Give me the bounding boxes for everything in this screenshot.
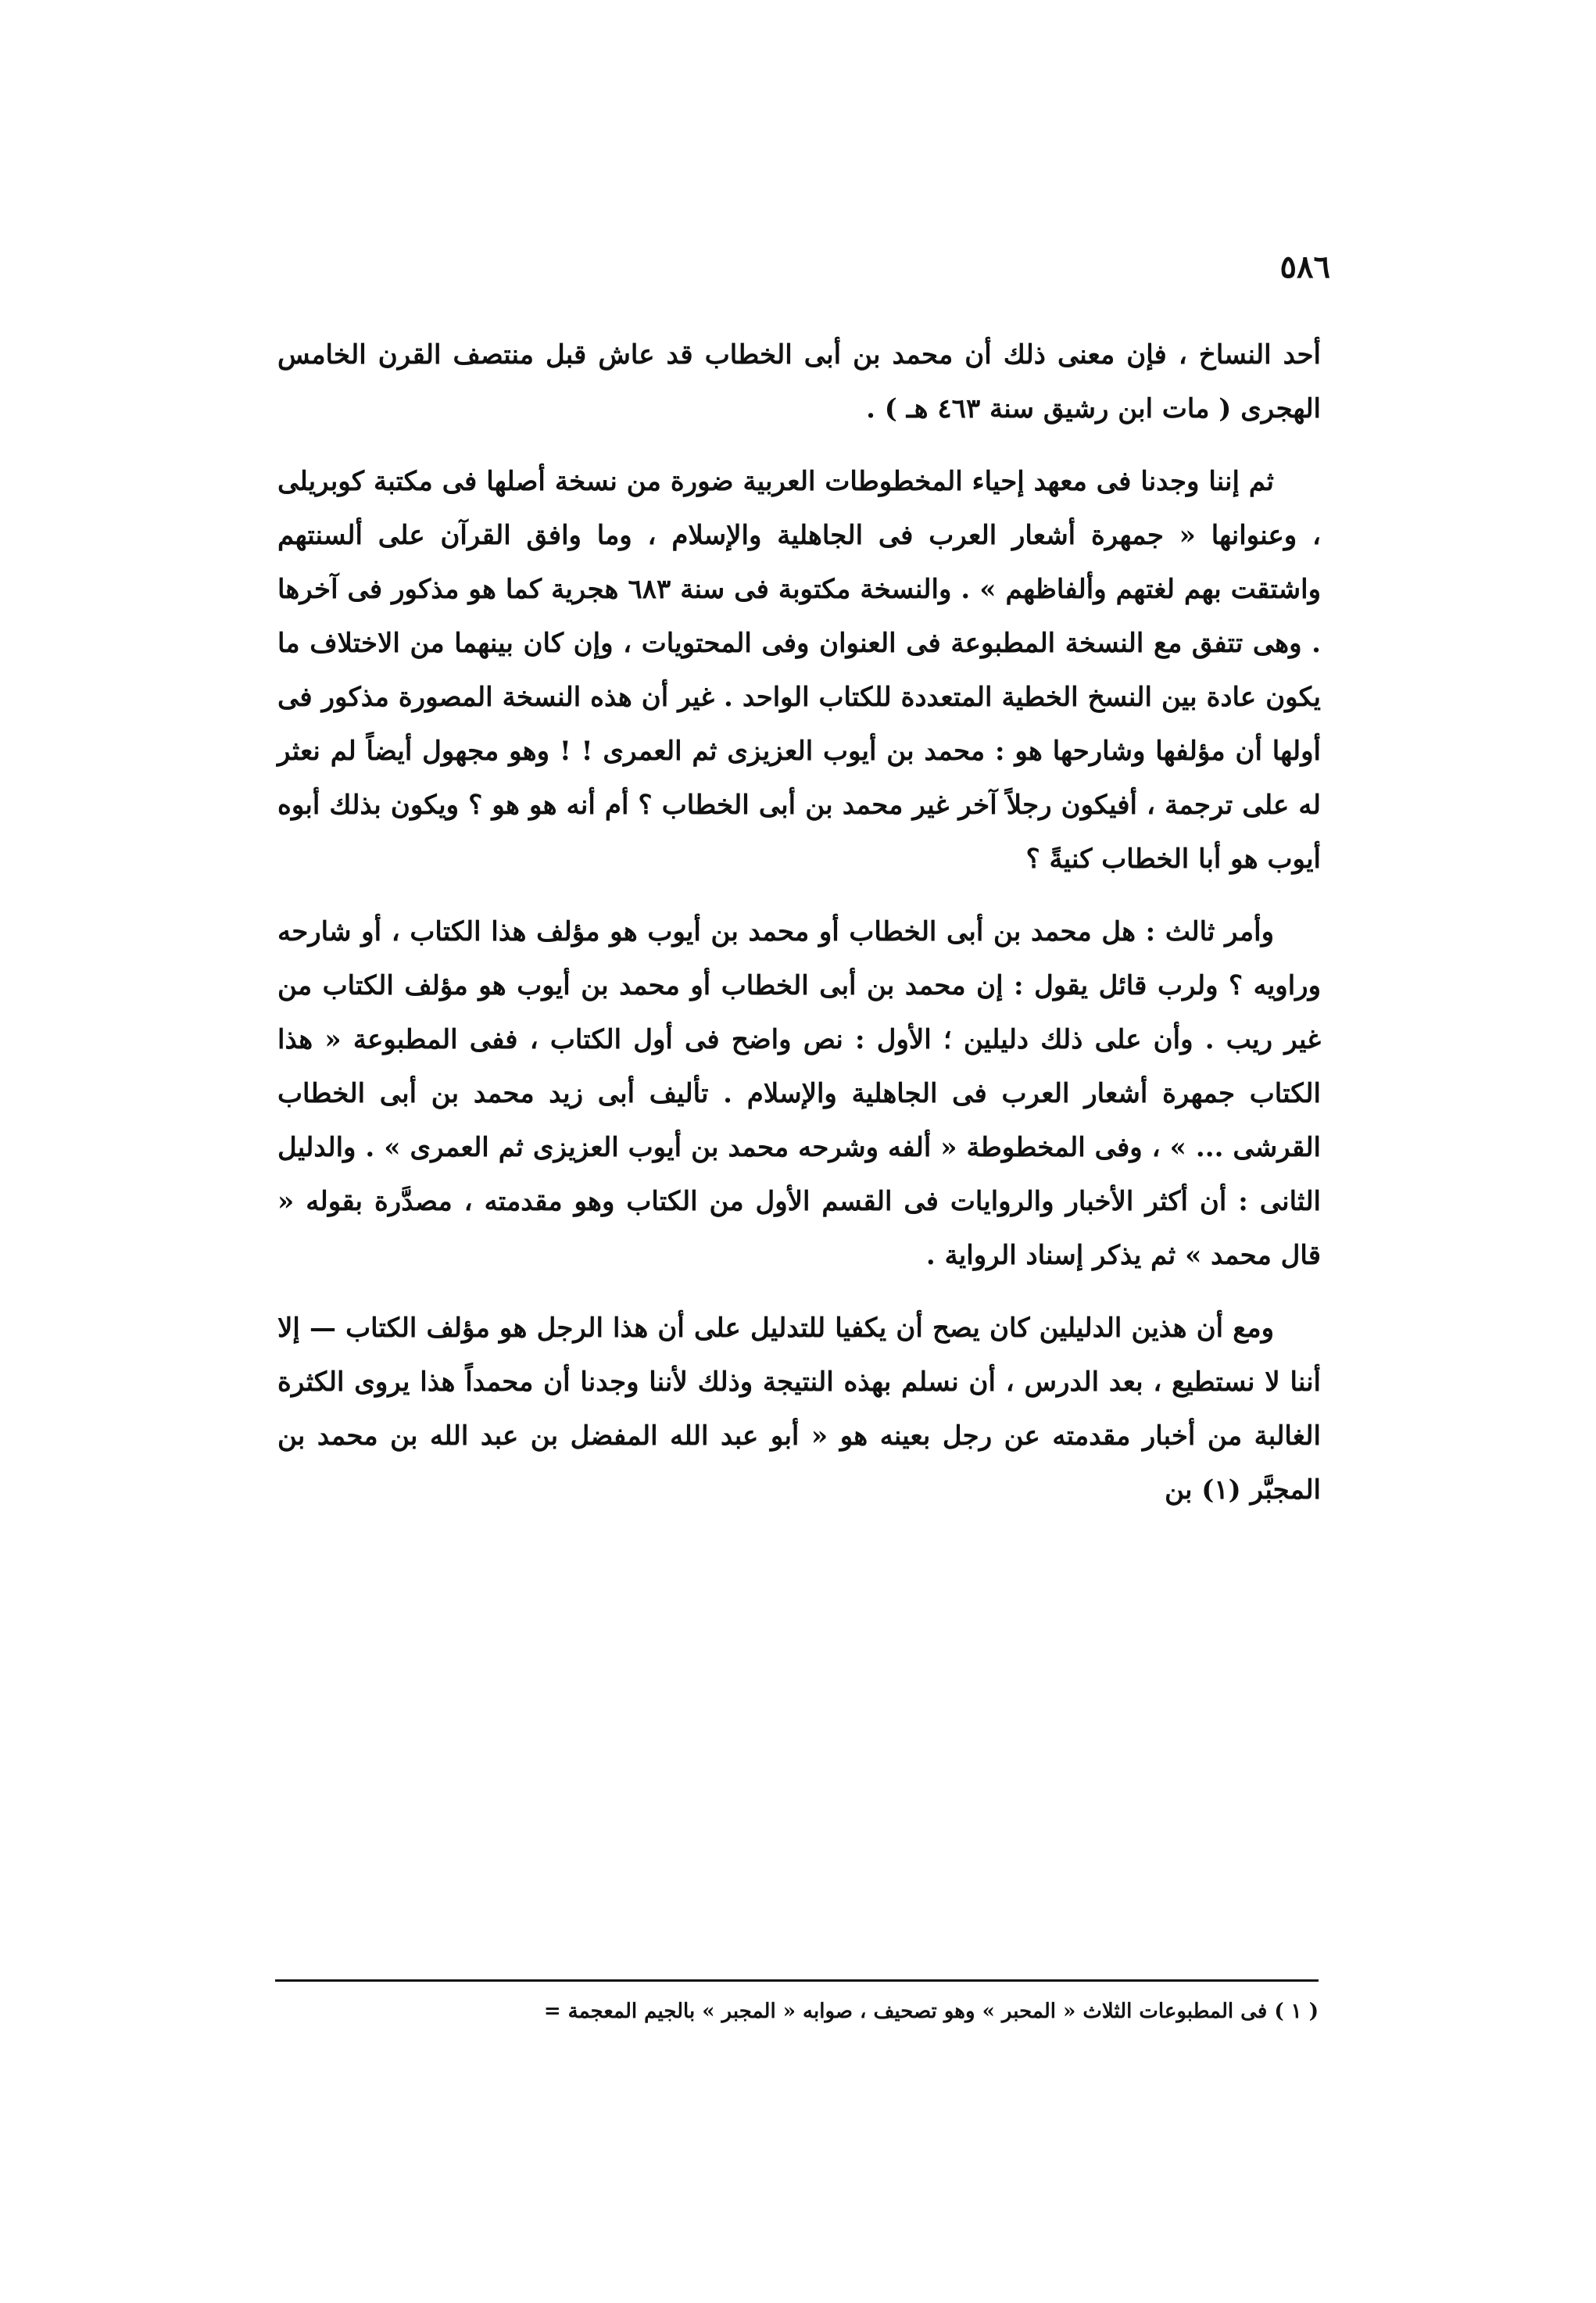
footnote-divider <box>275 1979 1319 1982</box>
footnote: ( ١ ) فى المطبوعات الثلاث « المحبر » وهو تصحيف ، صوابه « المجبر » بالجيم المعجمة = <box>543 2000 1319 2023</box>
paragraph-3: وأمر ثالث : هل محمد بن أبى الخطاب أو محمد بن أيوب هو مؤلف هذا الكتاب ، أو شارحه وراويه ؟ ولرب قائل يقول : إن محمد بن أبى الخطاب أو محمد بن أيوب هو مؤلف الكتاب من غير ريب . وأن على ذلك دليلين ؛ الأول : نص واضح فى أول الكتاب ، ففى المطبوعة « هذا الكتاب جمهرة أشعار العرب فى الجاهلية والإسلام . تأليف أبى زيد محمد بن أبى الخطاب القرشى ... » ، وفى المخطوطة « ألفه وشرحه محمد بن أيوب العزيزى ثم العمرى » . والدليل الثانى : أن أكثر الأخبار والروايات فى القسم الأول من الكتاب وهو مقدمته ، مصدَّرة بقوله « قال محمد » ثم يذكر إسناد الرواية . <box>277 916 1321 1271</box>
body-text <box>277 328 1321 1536</box>
paragraph-1: أحد النساخ ، فإن معنى ذلك أن محمد بن أبى الخطاب قد عاش قبل منتصف القرن الخامس الهجرى ( مات ابن رشيق سنة ٤٦٣ هـ ) . <box>277 339 1321 424</box>
paragraph-2: ثم إننا وجدنا فى معهد إحياء المخطوطات العربية ضورة من نسخة أصلها فى مكتبة كوبريلى ، وعنوانها « جمهرة أشعار العرب فى الجاهلية والإسلام ، وما وافق القرآن على ألسنتهم واشتقت بهم لغتهم وألفاظهم » . والنسخة مكتوبة فى سنة ٦٨٣ هجرية كما هو مذكور فى آخرها . وهى تتفق مع النسخة المطبوعة فى العنوان وفى المحتويات ، وإن كان بينهما من الاختلاف ما يكون عادة بين النسخ الخطية المتعددة للكتاب الواحد . غير أن هذه النسخة المصورة مذكور فى أولها أن مؤلفها وشارحها هو : محمد بن أيوب العزيزى ثم العمرى ! ! وهو مجهول أيضاً لم نعثر له على ترجمة ، أفيكون رجلاً آخر غير محمد بن أبى الخطاب ؟ أم أنه هو هو ؟ ويكون بذلك أبوه أيوب هو أبا الخطاب كنيةً ؟ <box>277 466 1321 875</box>
page-number: ٥٨٦ <box>1279 249 1330 285</box>
paragraph-4: ومع أن هذين الدليلين كان يصح أن يكفيا للتدليل على أن هذا الرجل هو مؤلف الكتاب — إلا أننا لا نستطيع ، بعد الدرس ، أن نسلم بهذه النتيجة وذلك لأننا وجدنا أن محمداً هذا يروى الكثرة الغالبة من أخبار مقدمته عن رجل بعينه هو « أبو عبد الله المفضل بن عبد الله بن محمد بن المجبَّر (١) بن <box>277 1313 1321 1506</box>
